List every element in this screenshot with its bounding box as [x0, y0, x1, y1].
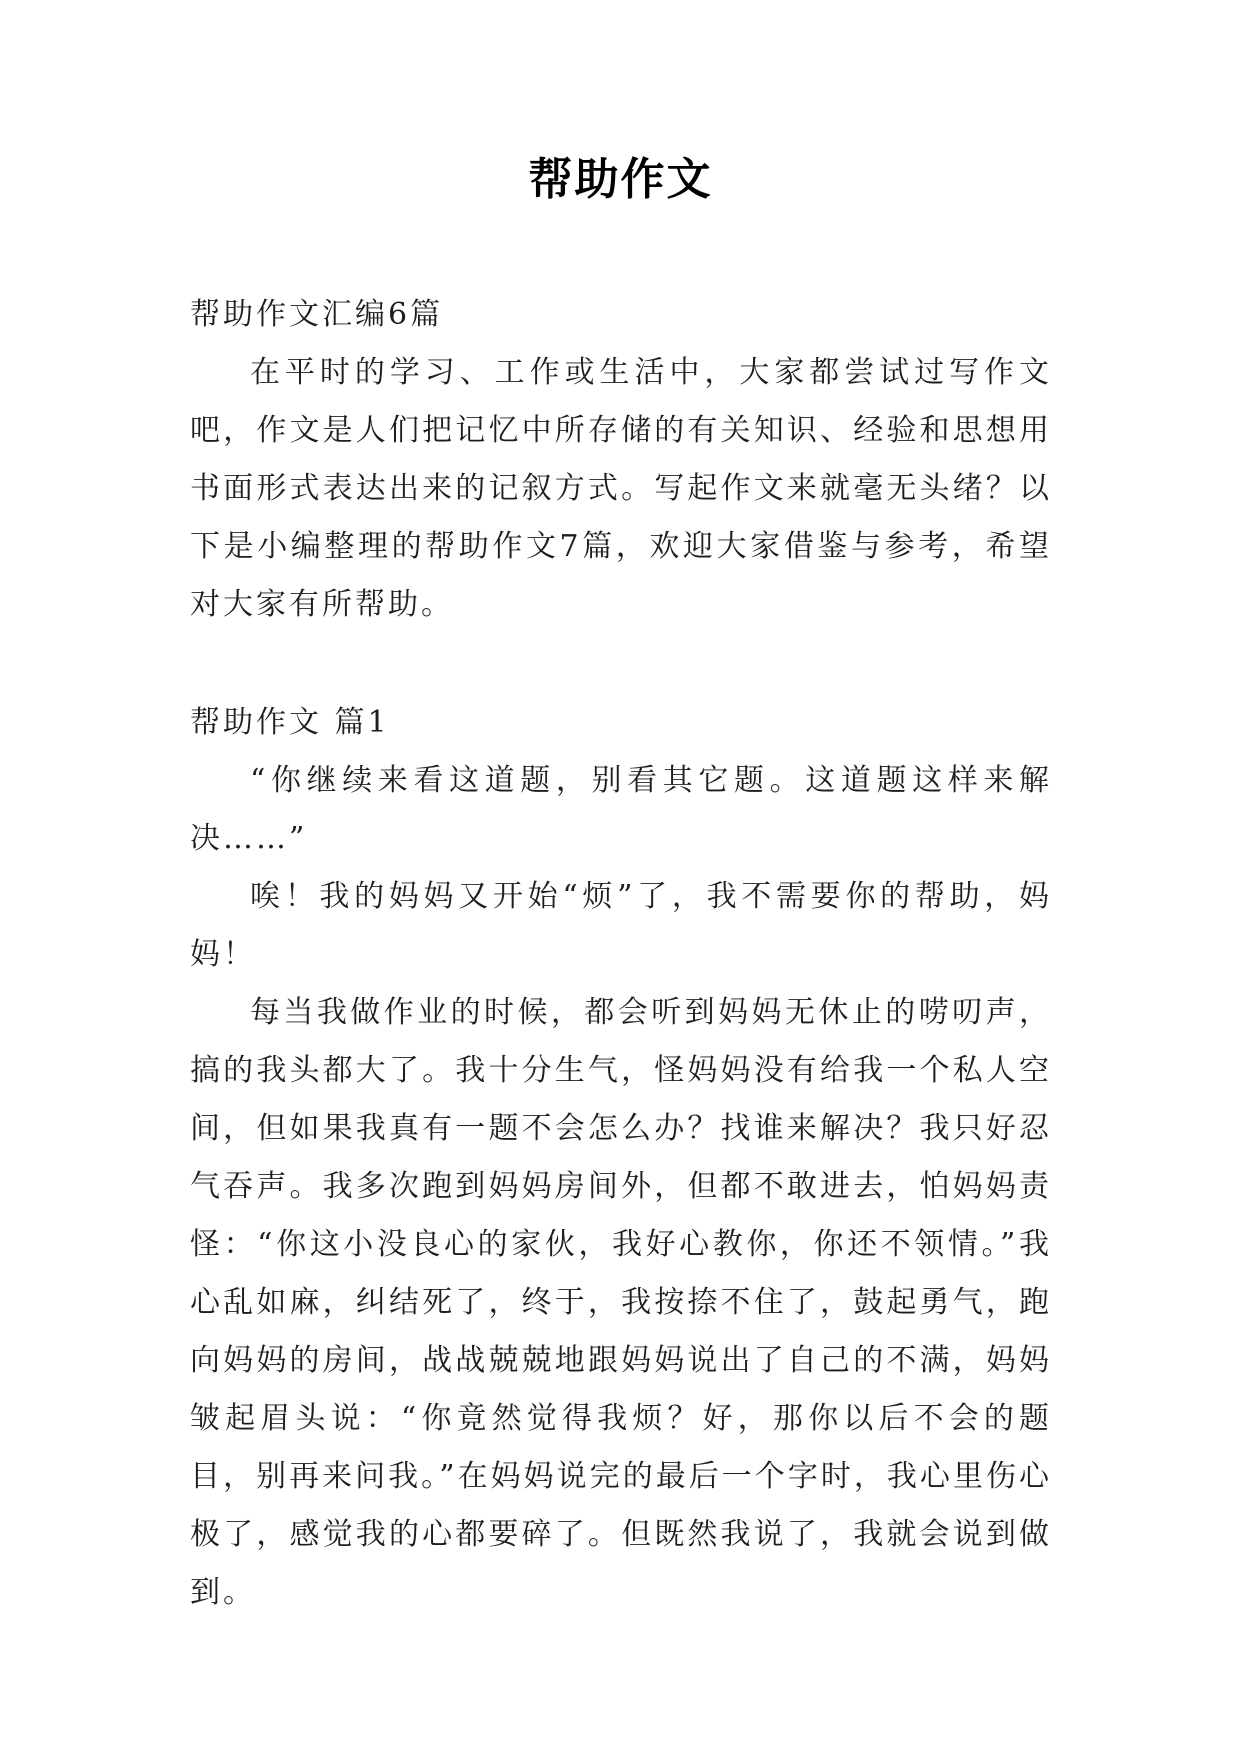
intro-paragraph: 在平时的学习、工作或生活中，大家都尝试过写作文吧，作文是人们把记忆中所存储的有关知识、经验和思想用书面形式表达出来的记叙方式。写起作文来就毫无头绪？以下是小编整理的帮助作文7篇，欢迎大家借鉴与参考，希望对大家有所帮助。 — [190, 355, 1052, 622]
intro-block — [190, 286, 1052, 634]
essay-paragraph: “你继续来看这道题，别看其它题。这道题这样来解决……” — [190, 763, 1052, 856]
essay-section — [190, 694, 1052, 1622]
collection-heading: 帮助作文汇编6篇 — [190, 297, 444, 332]
section-heading: 帮助作文 篇1 — [190, 705, 390, 740]
document-title: 帮助作文 — [528, 154, 713, 205]
essay-paragraph: 唉！我的妈妈又开始“烦”了，我不需要你的帮助，妈妈！ — [190, 879, 1052, 972]
essay-paragraph: 每当我做作业的时候，都会听到妈妈无休止的唠叨声，搞的我头都大了。我十分生气，怪妈妈没有给我一个私人空间，但如果我真有一题不会怎么办？找谁来解决？我只好忍气吞声。我多次跑到妈妈房间外，但都不敢进去，怕妈妈责怪：“你这小没良心的家伙，我好心教你，你还不领情。”我心乱如麻，纠结死了，终于，我按捺不住了，鼓起勇气，跑向妈妈的房间，战战兢兢地跟妈妈说出了自己的不满，妈妈皱起眉头说：“你竟然觉得我烦？好，那你以后不会的题目，别再来问我。”在妈妈说完的最后一个字时，我心里伤心极了，感觉我的心都要碎了。但既然我说了，我就会说到做到。 — [190, 995, 1052, 1610]
